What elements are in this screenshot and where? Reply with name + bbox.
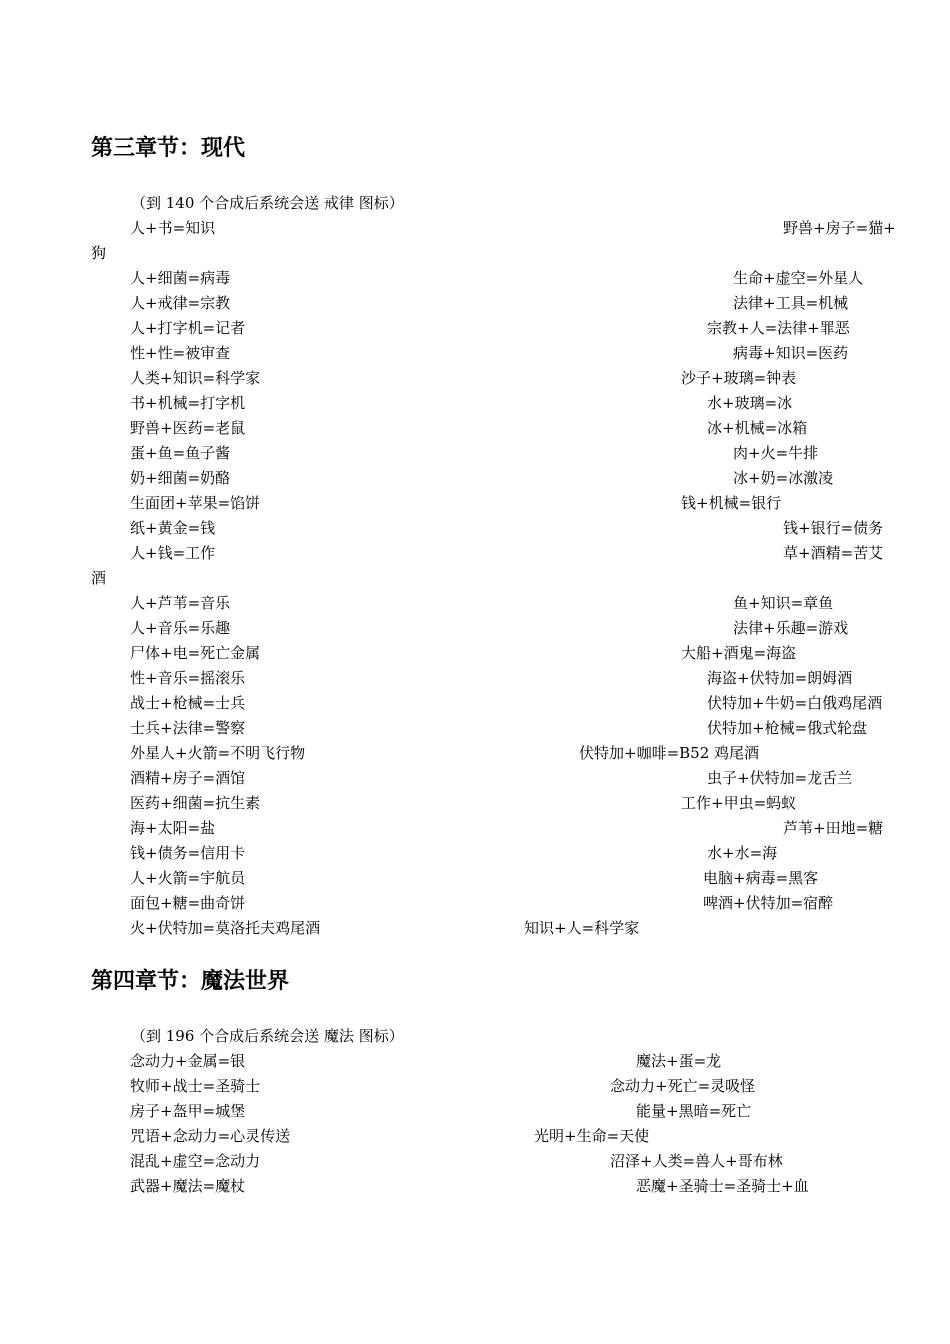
recipe-line: 伏特加+枪械=俄式轮盘 <box>707 719 868 737</box>
recipe-line: 书+机械=打字机 <box>130 394 246 412</box>
recipe-line: 海+太阳=盐 <box>130 819 216 837</box>
recipe-line: 宗教+人=法律+罪恶 <box>707 319 850 337</box>
recipe-line: 野兽+医药=老鼠 <box>130 419 246 437</box>
recipe-line: 性+性=被审查 <box>130 344 231 362</box>
recipe-line: 伏特加+咖啡=B52 鸡尾酒 <box>579 744 760 762</box>
recipe-line: 法律+乐趣=游戏 <box>733 619 849 637</box>
recipe-line: 恶魔+圣骑士=圣骑士+血 <box>636 1177 809 1195</box>
recipe-line: 奶+细菌=奶酪 <box>130 469 231 487</box>
recipe-line: 士兵+法律=警察 <box>130 719 246 737</box>
recipe-line: 知识+人=科学家 <box>524 919 640 937</box>
chapter4-title: 第四章节：魔法世界 <box>91 969 290 994</box>
recipe-line: 人+细菌=病毒 <box>130 269 231 287</box>
recipe-line: 人+戒律=宗教 <box>130 294 231 312</box>
recipe-line: 人+钱=工作 <box>130 544 216 562</box>
recipe-line: 工作+甲虫=蚂蚁 <box>681 794 797 812</box>
recipe-line: 牧师+战士=圣骑士 <box>130 1077 261 1095</box>
recipe-line: 虫子+伏特加=龙舌兰 <box>707 769 853 787</box>
recipe-line: 电脑+病毒=黑客 <box>703 869 819 887</box>
recipe-line: 野兽+房子=猫+ <box>783 219 896 237</box>
recipe-line: 性+音乐=摇滚乐 <box>130 669 246 687</box>
chapter3-note: （到 140 个合成后系统会送 戒律 图标） <box>131 194 404 212</box>
recipe-line: 念动力+死亡=灵吸怪 <box>610 1077 756 1095</box>
recipe-line: 咒语+念动力=心灵传送 <box>130 1127 291 1145</box>
recipe-line: 冰+奶=冰激凌 <box>733 469 834 487</box>
recipe-line: 人+音乐=乐趣 <box>130 619 231 637</box>
recipe-line: 尸体+电=死亡金属 <box>130 644 261 662</box>
recipe-line: 房子+盔甲=城堡 <box>130 1102 246 1120</box>
recipe-line: 冰+机械=冰箱 <box>707 419 808 437</box>
recipe-line: 沼泽+人类=兽人+哥布林 <box>610 1152 783 1170</box>
recipe-line: 光明+生命=天使 <box>534 1127 650 1145</box>
recipe-line: 人类+知识=科学家 <box>130 369 261 387</box>
recipe-line: 面包+糖=曲奇饼 <box>130 894 246 912</box>
recipe-line: 钱+机械=银行 <box>681 494 782 512</box>
recipe-line-wrap: 酒 <box>91 569 107 587</box>
recipe-line: 芦苇+田地=糖 <box>783 819 884 837</box>
recipe-line: 水+水=海 <box>707 844 778 862</box>
recipe-line: 法律+工具=机械 <box>733 294 849 312</box>
recipe-line: 混乱+虚空=念动力 <box>130 1152 261 1170</box>
recipe-line: 医药+细菌=抗生素 <box>130 794 261 812</box>
recipe-line: 蛋+鱼=鱼子酱 <box>130 444 231 462</box>
recipe-line: 生命+虚空=外星人 <box>733 269 864 287</box>
recipe-line: 啤酒+伏特加=宿醉 <box>703 894 834 912</box>
recipe-line: 火+伏特加=莫洛托夫鸡尾酒 <box>130 919 321 937</box>
chapter4-note: （到 196 个合成后系统会送 魔法 图标） <box>131 1027 404 1045</box>
recipe-line: 钱+银行=债务 <box>783 519 884 537</box>
recipe-line: 人+书=知识 <box>130 219 216 237</box>
recipe-line: 能量+黑暗=死亡 <box>636 1102 752 1120</box>
recipe-line: 水+玻璃=冰 <box>707 394 793 412</box>
chapter3-title: 第三章节：现代 <box>91 136 246 161</box>
recipe-line: 人+打字机=记者 <box>130 319 246 337</box>
recipe-line: 人+火箭=宇航员 <box>130 869 246 887</box>
recipe-line: 武器+魔法=魔杖 <box>130 1177 246 1195</box>
recipe-line: 人+芦苇=音乐 <box>130 594 231 612</box>
recipe-line: 大船+酒鬼=海盗 <box>681 644 797 662</box>
recipe-line: 肉+火=牛排 <box>733 444 819 462</box>
recipe-line: 鱼+知识=章鱼 <box>733 594 834 612</box>
recipe-line: 战士+枪械=士兵 <box>130 694 246 712</box>
recipe-line: 沙子+玻璃=钟表 <box>681 369 797 387</box>
recipe-line: 外星人+火箭=不明飞行物 <box>130 744 306 762</box>
recipe-line: 钱+债务=信用卡 <box>130 844 246 862</box>
recipe-line: 伏特加+牛奶=白俄鸡尾酒 <box>707 694 883 712</box>
recipe-line: 魔法+蛋=龙 <box>636 1052 722 1070</box>
recipe-line-wrap: 狗 <box>91 244 107 262</box>
recipe-line: 酒精+房子=酒馆 <box>130 769 246 787</box>
recipe-line: 病毒+知识=医药 <box>733 344 849 362</box>
recipe-line: 草+酒精=苦艾 <box>783 544 884 562</box>
recipe-line: 生面团+苹果=馅饼 <box>130 494 261 512</box>
recipe-line: 海盗+伏特加=朗姆酒 <box>707 669 853 687</box>
recipe-line: 念动力+金属=银 <box>130 1052 246 1070</box>
recipe-line: 纸+黄金=钱 <box>130 519 216 537</box>
